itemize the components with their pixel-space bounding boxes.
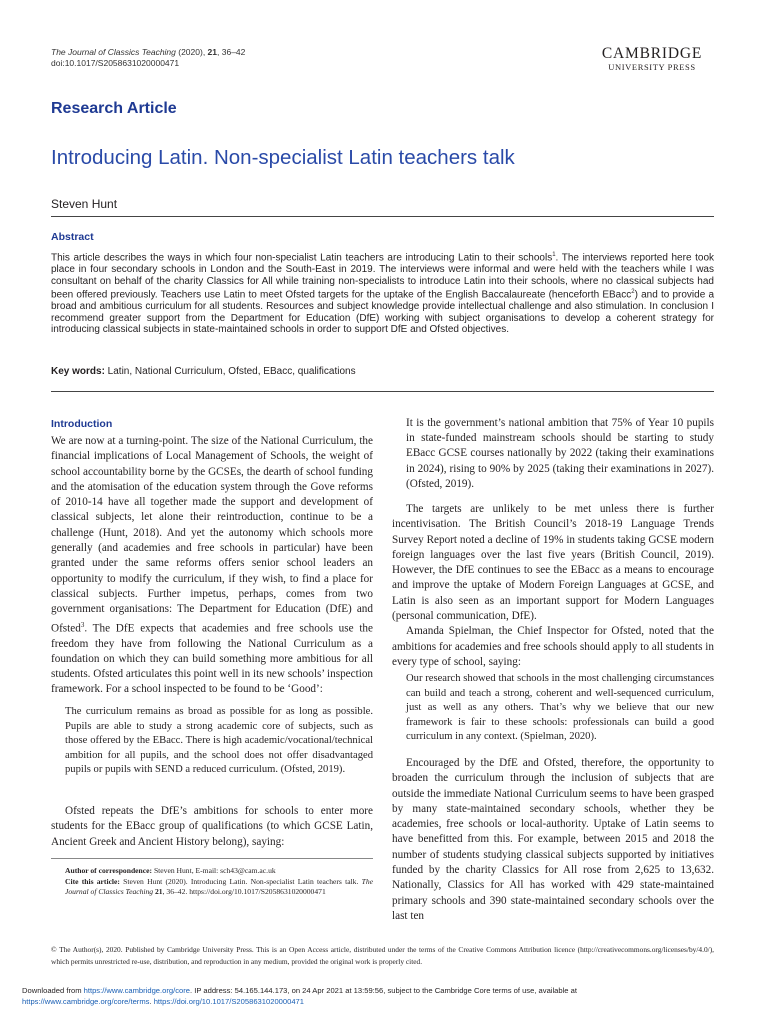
footnote-ref[interactable]: 1 xyxy=(552,252,556,258)
keywords xyxy=(51,366,356,377)
correspondence-label: Author of correspondence: xyxy=(65,866,153,875)
section-heading: Introduction xyxy=(51,418,113,430)
abstract-text-part: ) and to provide a broad and ambitious curriculum for all students. Resources and subject knowledge provide intellectual challenge and also stimulation. In conclusion I recommend greater support from the Department for Education (DfE) working with subject organisations to develop a coherent strategy for introducing classical subjects in state-maintained schools in order to support DfE and Ofsted objectives. xyxy=(51,289,715,336)
keywords-label: Key words: xyxy=(51,366,105,377)
keywords-list: Latin, National Curriculum, Ofsted, EBacc, qualifications xyxy=(104,366,356,377)
paragraph-text: The targets are unlikely to be met unless there is further incentivisation. The British Council’s 2018-19 Language Trends Survey Report noted a decline of 19% in students taking GCSE modern foreign languages over the last five years (British Council, 2019). However, the DfE continues to see the EBacc as a means to encourage and improve the uptake of Modern Foreign Languages at GCSE, and Latin is also seen as an important support for Modern Languages (personal communication, DfE). xyxy=(392,503,714,623)
article-title: Introducing Latin. Non-specialist Latin teachers talk xyxy=(51,146,515,169)
footnote-ref[interactable]: 3 xyxy=(80,620,85,629)
cite-journal: The Journal of Classics Teaching xyxy=(65,876,373,897)
logo-top: CAMBRIDGE xyxy=(601,45,703,62)
journal-volume: 21 xyxy=(207,47,218,57)
cambridge-core-link[interactable]: https://www.cambridge.org/core xyxy=(83,986,190,995)
body-paragraph xyxy=(392,502,714,670)
body-paragraph xyxy=(51,434,373,698)
doi-link[interactable]: https://doi.org/10.1017/S2058631020000471 xyxy=(153,997,305,1006)
author-name: Steven Hunt xyxy=(51,197,118,211)
abstract-text-part: . The interviews reported here took place in four secondary schools in London and the South-East in 2019. The interviews were informal and were held with the teachers while I was consultant on behalf of the charity Classics for All while training non-specialists to introduce Latin into their schools, where no classical subjects had been offered previously. Teachers use Latin to meet Ofsted targets for the uptake of the English Baccalaureate (henceforth EBacc xyxy=(51,252,715,301)
cambridge-logo xyxy=(590,46,714,72)
paragraph-text: We are now at a turning-point. The size of the National Curriculum, the financial implications of Local Management of Schools, the weight of school accountability borne by the GCSEs, the dearth of school funding and the atomisation of the education system through the Gove reforms of 2010-14 have all together made the support and development of classical subjects, let alone their reintroduction, continue to be a challenge (Hunt, 2018). And yet the autonomy which schools more generally (and academies and free schools in particular) have been granted under the same reforms offers senior school leaders an opportunity to modify the curriculum, if they wish, to find a place for classical subjects. Further impetus, perhaps, comes from two government organisations: The Department for Education (DfE) and Ofsted xyxy=(51,435,373,635)
download-text: Downloaded from xyxy=(22,986,84,995)
doi: doi:10.1017/S2058631020000471 xyxy=(51,58,180,68)
paragraph-text: Amanda Spielman, the Chief Inspector for Ofsted, noted that the ambitions for academies and free schools should apply to all students in every type of school, saying: xyxy=(392,625,714,668)
quote-text: The curriculum remains as broad as possible for as long as possible. Pupils are able to study a strong academic core of subjects, such as those offered by the EBacc. There is high academic/vocational/technical ambition for all pupils, and the school does not offer disadvantaged pupils or pupils with SEND a reduced curriculum. (Ofsted, 2019). xyxy=(65,706,373,776)
cite-text: Steven Hunt (2020). Introducing Latin. Non-specialist Latin teachers talk. xyxy=(119,876,362,886)
block-quote xyxy=(65,705,373,778)
body-paragraph xyxy=(392,756,714,924)
author-footnote xyxy=(65,866,373,898)
journal-pages: , 36–42 xyxy=(217,47,246,57)
license-notice: © The Author(s), 2020. Published by Cambridge University Press. This is an Open Access article, distributed under the terms of the Creative Commons Attribution licence (http://creativecommons.org/licenses/by/4.0/), which permits unrestricted re-use, distribution, and reproduction in any medium, provided the original work is properly cited. xyxy=(51,945,714,966)
correspondence-text: Steven Hunt, E-mail: sch43@cam.ac.uk xyxy=(152,866,276,875)
cite-volume: 21 xyxy=(153,887,163,897)
terms-link[interactable]: https://www.cambridge.org/core/terms xyxy=(22,997,150,1006)
cite-text: , 36–42. https://doi.org/10.1017/S2058631020000471 xyxy=(162,887,326,897)
journal-year: (2020), xyxy=(175,47,208,57)
divider xyxy=(51,216,714,217)
paragraph-text: Ofsted repeats the DfE’s ambitions for schools to enter more students for the EBacc group of qualifications (to which GCSE Latin, Ancient Greek and Ancient History belong), saying: xyxy=(51,805,373,848)
abstract-heading: Abstract xyxy=(51,231,94,243)
divider xyxy=(51,391,714,392)
paragraph-text: . The DfE expects that academies and free schools use the freedom they have from following the National Curriculum as a foundation on which they can build something more ambitious for all students. Ofsted articulates this point well in its new schools’ inspection framework. For a school inspected to be found to be ‘Good’: xyxy=(51,622,374,696)
download-text: . xyxy=(149,997,154,1006)
article-type: Research Article xyxy=(51,100,177,117)
footnote-divider xyxy=(51,858,373,859)
paragraph-text: Encouraged by the DfE and Ofsted, therefore, the opportunity to broaden the curriculum through the inclusion of subjects that are outside the immediate National Curriculum seems to have been grasped by many state-maintained secondary schools, whether they be academies, free schools or local-authority. Uptake of Latin seems to have benefitted from this. For example, between 2015 and 2018 the number of students studying classical subjects supported by initiatives funded by the charity Classics for All rose from 2,625 to 13,632. Nationally, Classics for All has worked with 429 state-maintained primary schools and 390 state-maintained secondary schools over the last ten xyxy=(392,757,714,922)
footnote-ref[interactable]: 2 xyxy=(631,289,635,296)
block-quote xyxy=(406,672,714,745)
journal-name: The Journal of Classics Teaching xyxy=(51,47,176,57)
quote-text: It is the government’s national ambition that 75% of Year 10 pupils in state-funded mainstream schools should be starting to study EBacc GCSE courses nationally by 2022 (taking their examinations in 2024), rising to 90% by 2025 (taking their examinations in 2027). (Ofsted, 2019). xyxy=(406,417,714,490)
abstract-text xyxy=(51,250,714,336)
cite-label: Cite this article: xyxy=(65,876,120,886)
body-paragraph xyxy=(51,804,373,850)
abstract-text-part: This article describes the ways in which four non-specialist Latin teachers are introducing Latin to their schools xyxy=(51,252,553,264)
block-quote xyxy=(406,416,714,492)
journal-citation xyxy=(51,47,245,57)
download-text: . IP address: 54.165.144.173, on 24 Apr 2021 at 13:59:56, subject to the Cambridge Core terms of use, available at xyxy=(190,986,577,995)
download-notice xyxy=(22,985,722,1007)
quote-text: Our research showed that schools in the most challenging circumstances can build and teach a strong, coherent and well-sequenced curriculum, just as well as any others. That’s why we believe that our new framework is fair to these schools: professionals can build a good curriculum in any context. (Spielman, 2020). xyxy=(406,673,714,743)
logo-bottom: UNIVERSITY PRESS xyxy=(608,62,696,72)
